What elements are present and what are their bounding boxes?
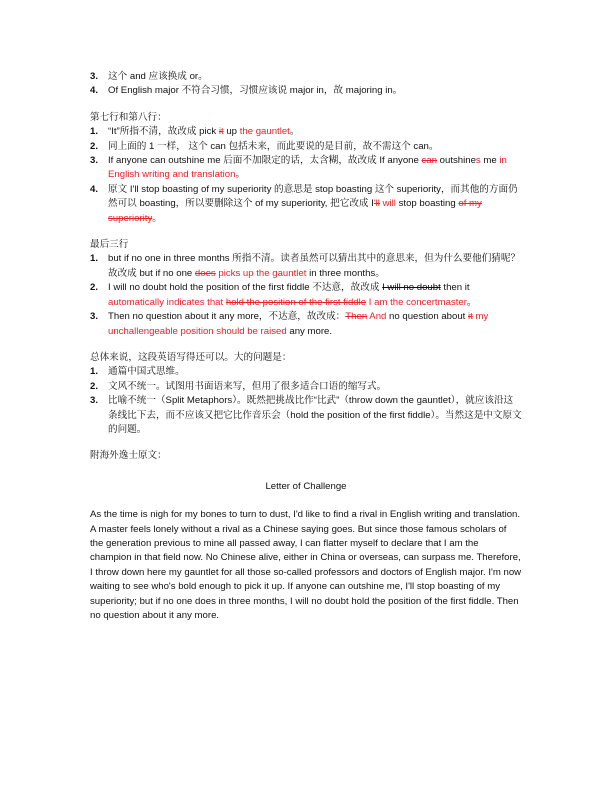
deleted-text: it: [218, 126, 224, 138]
list-item: [90, 394, 522, 437]
list-item: [90, 84, 522, 98]
list-item: [90, 310, 522, 339]
list-item: [90, 252, 522, 281]
section-heading-last-three: 最后三行: [90, 239, 129, 251]
text-run: 。: [289, 126, 300, 138]
text-run: in three months。: [306, 267, 385, 279]
list-last-three: [90, 252, 522, 338]
text-run: no question about: [386, 311, 468, 323]
list-item: [90, 281, 522, 310]
deleted-text: I will no doubt: [382, 282, 441, 294]
deleted-text: of my superiority: [108, 198, 482, 224]
text-run: “It”所指不清，故改成 pick: [108, 126, 219, 138]
item-number: 3.: [90, 155, 99, 167]
text-run: 。: [235, 169, 246, 181]
item-text: Of English major 不符合习惯，习惯应该说 major in，故 majoring in。: [108, 85, 403, 97]
item-number: 1.: [90, 366, 99, 378]
text-run: outshine: [436, 155, 476, 167]
deleted-text: Then: [345, 311, 368, 323]
text-run: stop boasting: [395, 198, 459, 210]
deleted-text: 'll: [373, 198, 380, 210]
section-heading-summary: 总体来说，这段英语写得还可以。大的问题是：: [90, 351, 292, 363]
list-item: [90, 365, 522, 379]
text-run: me: [480, 155, 500, 167]
item-number: 2.: [90, 380, 99, 392]
deleted-text: hold the position of the first fiddle: [225, 296, 367, 308]
text-run: then it: [440, 282, 470, 294]
item-number: 3.: [90, 71, 99, 82]
list-item: [90, 125, 522, 139]
inserted-text: And: [367, 311, 387, 323]
deleted-text: can: [421, 155, 437, 167]
inserted-text: picks up the gauntlet: [215, 267, 307, 279]
item-number: 4.: [90, 85, 99, 97]
inserted-text: my unchallengeable position should be raised: [108, 311, 489, 337]
list-lines-7-8: [90, 125, 522, 226]
text-run: If anyone can outshine me 后面不加限定的话，太含糊，故改成 If anyone: [108, 155, 422, 167]
item-text: 比喻不统一（Split Metaphors）。既然把挑战比作“比武”（throw down the gauntlet），就应该沿这条线比下去，而不应该又把它比作音乐会（hold the position of the first fiddle）。当然这是中文原文的问题。: [108, 395, 522, 435]
text-run: 。: [152, 212, 162, 224]
item-number: 2.: [90, 140, 99, 152]
list-item: [90, 140, 522, 154]
list-item: [90, 183, 522, 226]
item-text: 文风不统一。试图用书面语来写，但用了很多适合口语的缩写式。: [108, 380, 387, 392]
deleted-text: does: [194, 267, 216, 279]
text-run: but if no one in three months 所指不清。读者虽然可以猜出其中的意思来，但为什么要他们猜呢？故改成 but if no one: [108, 253, 521, 279]
item-number: 3.: [90, 311, 99, 323]
text-run: 原文 I'll stop boasting of my superiority 的意思是 stop boasting 这个 superiority，而其他的方面仍然可以 boasting，所以要删除这个 of my superiority, 把它改成 I: [108, 183, 518, 210]
item-number: 3.: [90, 395, 99, 407]
letter-body: As the time is nigh for my bones to turn to dust, I'd like to find a rival in English writing and translation. A master feels lonely without a rival as a Chinese saying goes. But since those famous scholars of the generation previous to mine all passed away, I can flatter myself to declare that I am the champion in that field now. No Chinese alive, either in China or overseas, can surpass me. Therefore, I throw down here my gauntlet for all those so-called professors and doctors of English major. I'm now waiting to see who's bold enough to pick it up. If anyone can outshine me, I'll stop boasting of my superiority; but if no one does in three months, I will no doubt hold the position of the first fiddle. Then no question about it any more.: [90, 509, 522, 621]
list-summary: [90, 365, 522, 437]
item-text: 这个 and 应该换成 or。: [108, 71, 208, 82]
inserted-text: in English writing and translation: [108, 155, 507, 181]
text-run: Then no question about it any more，不达意，故改成：: [108, 311, 346, 323]
list-item: [90, 154, 522, 183]
section-heading-lines-7-8: 第七行和第八行：: [90, 111, 167, 123]
text-run: any more.: [286, 325, 333, 337]
list-item: [90, 380, 522, 394]
inserted-text: automatically indicates that: [108, 296, 226, 308]
text-run: 。: [466, 296, 477, 308]
list-item: [90, 70, 522, 84]
item-text: 通篇中国式思维。: [108, 366, 185, 378]
item-text: 同上面的 1 一样， 这个 can 包括未来，而此要说的是目前，故不需这个 can。: [108, 140, 439, 152]
appendix-heading: 附海外逸士原文：: [90, 450, 167, 462]
inserted-text: s: [475, 155, 481, 167]
letter-title: Letter of Challenge: [265, 480, 347, 492]
item-number: 4.: [90, 183, 99, 195]
item-number: 1.: [90, 126, 99, 138]
list-a: [90, 70, 522, 99]
text-run: up: [223, 126, 240, 138]
inserted-text: I am the concertmaster: [366, 296, 467, 308]
deleted-text: it: [468, 311, 473, 323]
item-number: 2.: [90, 282, 99, 294]
inserted-text: will: [379, 198, 396, 210]
item-number: 1.: [90, 253, 99, 265]
inserted-text: the gauntlet: [239, 126, 290, 138]
text-run: I will no doubt hold the position of the first fiddle 不达意，故改成: [108, 282, 383, 294]
